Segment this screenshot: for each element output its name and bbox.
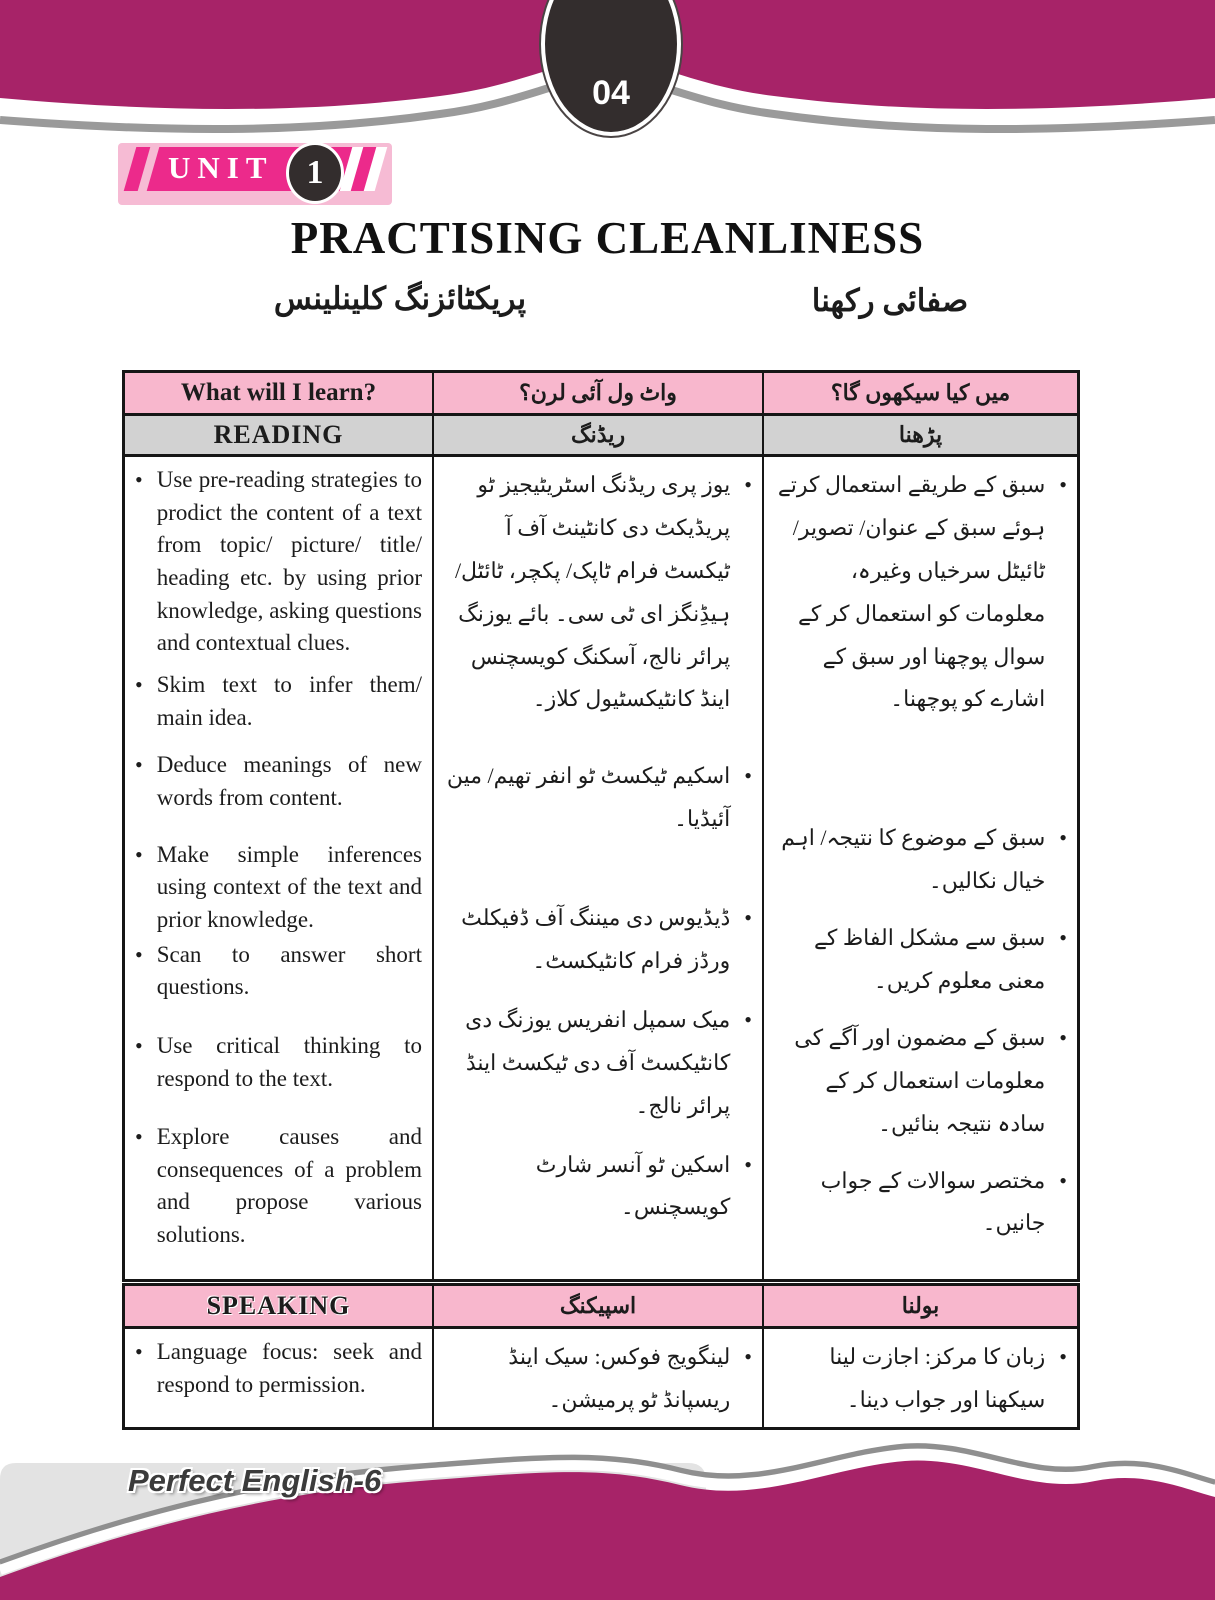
title-translation-urdu: صفائی رکھنا [811,283,969,318]
bullet-icon: • [1059,1024,1067,1050]
list-item: • Use pre-reading strategies to prodict the content of a text from topic/ picture/ title/ heading etc. by using prior knowledge, asking questions and contextual clues. [135,464,422,660]
bullet-icon: • [135,467,143,492]
unit-badge [118,143,392,205]
reading-section-row [125,416,1077,457]
footer-banner [0,1425,1215,1600]
bullet-icon: • [744,905,752,931]
section-speaking-urdu: بولنا [901,1293,940,1318]
bullet-icon: • [744,1151,752,1177]
bullet-icon: • [744,472,752,497]
reading-transliteration-cell [434,457,764,1279]
bullet-icon: • [1059,925,1067,951]
bullet-icon: • [135,841,143,867]
header-banner [0,0,1215,150]
bullet-icon: • [1059,472,1067,497]
reading-english-cell [125,457,434,1279]
unit-number: 1 [306,154,324,191]
learning-outcomes-table [122,370,1080,1282]
list-item: • اسکیم ٹیکسٹ ٹو انفر تھیم/ مین آئیڈیا۔ [444,755,752,841]
header-what-will-i-learn: What will I learn? [125,373,434,413]
table-header-row [125,373,1077,416]
page-title: PRACTISING CLEANLINESS [290,213,925,263]
list-item: • یوز پری ریڈنگ اسٹریٹیجیز ٹو پریڈیکٹ دی کانٹینٹ آف آ ٹیکسٹ فرام ٹاپک/ پکچر، ٹائٹل/ ہیڈِنگز ای ٹی سی۔ بائے یوزنگ پرائر نالج، آسکنگ کویسچنس اینڈ کانٹیکسٹیول کلاز۔ [444,464,752,721]
reading-body-row [125,457,1077,1279]
speaking-transliteration-cell [434,1329,764,1427]
book-title: Perfect English-6 [128,1463,382,1498]
speaking-body-row [125,1329,1077,1427]
list-item: • مختصر سوالات کے جواب جانیں۔ [774,1160,1067,1246]
list-item: • اسکین ٹو آنسر شارٹ کویسچنس۔ [444,1144,752,1230]
list-item: • سبق کے طریقے استعمال کرتے ہوئے سبق کے عنوان/ تصویر/ٹائیٹل سرخیاں وغیرہ، معلومات کو استعمال کر کے سوال پوچھنا اور سبق کے اشارے کو پوچھنا۔ [774,464,1067,721]
list-item: • Explore causes and consequences of a problem and propose various solutions. [135,1121,422,1252]
header-urdu: میں کیا سیکھوں گا؟ [830,380,1011,405]
list-item: • زبان کا مرکز: اجازت لینا سیکھنا اور جواب دینا۔ [774,1336,1067,1422]
header-transliteration: واٹ ول آئی لرن؟ [434,373,764,413]
section-reading-translit: ریڈنگ [434,416,764,454]
section-speaking-translit: اسپیکنگ [434,1286,764,1326]
speaking-urdu-cell [764,1329,1077,1427]
list-item: • Deduce meanings of new words from content. [135,749,422,814]
list-item: • Use critical thinking to respond to the text. [135,1030,422,1095]
section-reading-urdu: پڑھنا [898,422,943,447]
list-item: • سبق کے موضوع کا نتیجہ/ اہم خیال نکالیں۔ [774,817,1067,903]
list-item: • سبق کے مضمون اور آگے کی معلومات استعمال کر کے سادہ نتیجہ بنائیں۔ [774,1017,1067,1146]
speaking-table [122,1283,1080,1430]
list-item: • لینگویج فوکس: سیک اینڈ ریسپانڈ ٹو پرمیشن۔ [444,1336,752,1422]
unit-label: UNIT [168,150,274,185]
bullet-icon: • [135,671,143,697]
list-item: • Make simple inferences using context of the text and prior knowledge. [135,839,422,937]
footer-wave-graphic [0,1425,1215,1600]
speaking-header-row [125,1286,1077,1329]
unit-number-circle [286,142,344,204]
bullet-icon: • [135,1124,143,1150]
list-item: • Skim text to infer them/ main idea. [135,669,422,734]
title-transliteration-urdu: پریکٹائزنگ کلینلینس [273,281,527,316]
list-item: • میک سمپل انفریس یوزنگ دی کانٹیکسٹ آف دی ٹیکسٹ اینڈ پرائر نالج۔ [444,999,752,1128]
section-speaking-en: SPEAKING [125,1286,434,1326]
bullet-icon: • [135,1339,143,1364]
bullet-icon: • [1059,1344,1067,1369]
bullet-icon: • [744,1344,752,1369]
list-item: • Language focus: seek and respond to permission. [135,1336,422,1401]
list-item: • Scan to answer short questions. [135,939,422,1004]
bullet-icon: • [744,763,752,789]
bullet-icon: • [1059,1167,1067,1193]
bullet-icon: • [135,941,143,967]
section-reading-en: READING [125,416,434,454]
bullet-icon: • [135,752,143,778]
bullet-icon: • [135,1032,143,1058]
speaking-english-cell [125,1329,434,1427]
list-item: • ڈیڈیوس دی میننگ آف ڈفیکلٹ ورڈز فرام کانٹیکسٹ۔ [444,897,752,983]
reading-urdu-cell [764,457,1077,1279]
bullet-icon: • [1059,825,1067,851]
list-item: • سبق سے مشکل الفاظ کے معنی معلوم کریں۔ [774,917,1067,1003]
bullet-icon: • [744,1006,752,1032]
page-number: 04 [592,74,630,112]
